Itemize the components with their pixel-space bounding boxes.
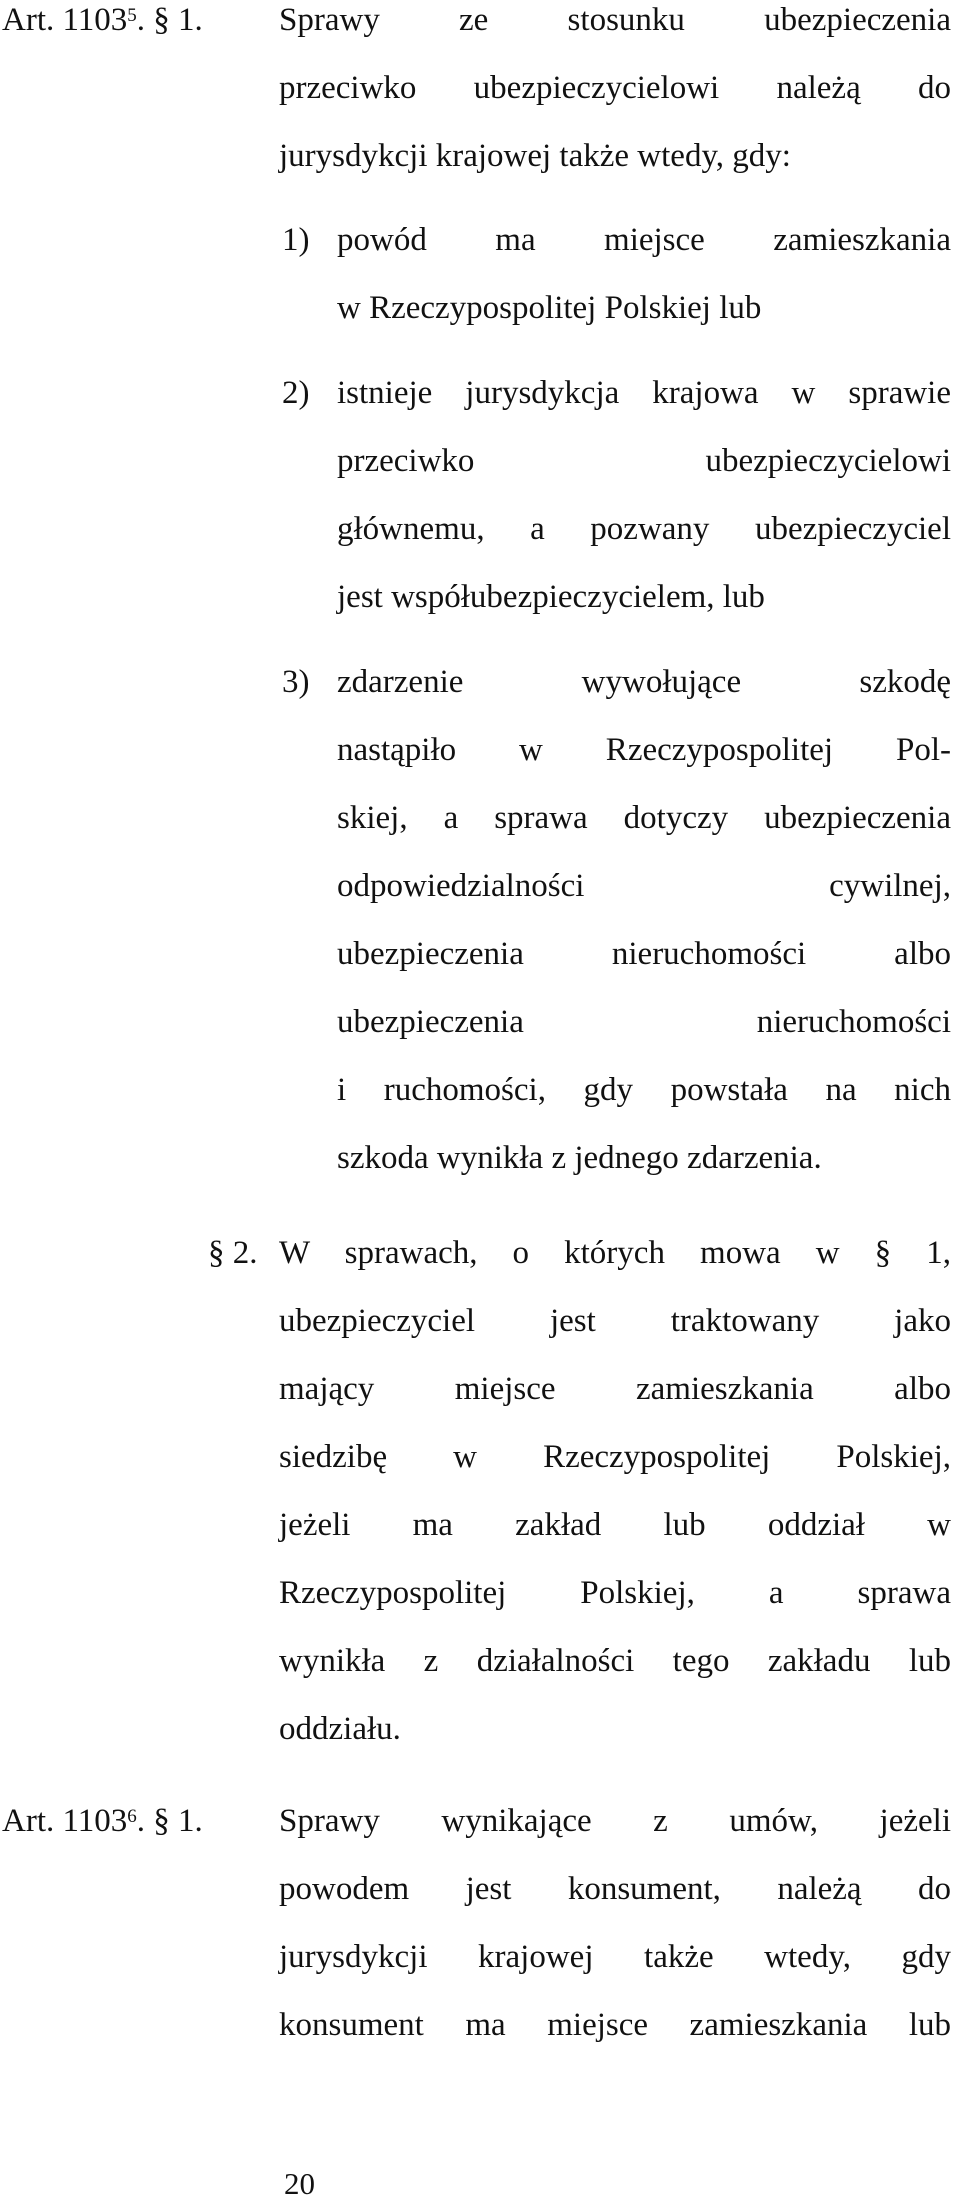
text-line: ubezpieczyciel jest traktowany jako xyxy=(279,1303,951,1339)
item-1-text xyxy=(337,206,951,342)
text-line: konsument ma miejsce zamieszkania lub xyxy=(279,2007,951,2043)
text-line: jeżeli ma zakład lub oddział w xyxy=(279,1507,951,1543)
text-line: w Rzeczypospolitej Polskiej lub xyxy=(337,290,762,326)
text-line: przeciwko ubezpieczycielowi xyxy=(337,443,951,479)
text-line: zdarzenie wywołujące szkodę xyxy=(337,664,951,700)
text-line: Sprawy wynikające z umów, jeżeli xyxy=(279,1803,951,1839)
text-line: szkoda wynikła z jednego zdarzenia. xyxy=(337,1140,822,1176)
text-line: skiej, a sprawa dotyczy ubezpieczenia xyxy=(337,800,951,836)
article-1103-5-text xyxy=(279,0,951,190)
article-1103-6-label: Art. 1103$^6$. § 1. xyxy=(2,1803,203,1839)
section-2-label: § 2. xyxy=(208,1235,258,1271)
item-3-text xyxy=(337,648,951,1192)
text-line: W sprawach, o których mowa w § 1, xyxy=(279,1235,951,1271)
text-line: przeciwko ubezpieczycielowi należą do xyxy=(279,70,951,106)
article-1103-5-label: Art. 1103$^5$. § 1. xyxy=(2,2,203,38)
text-line: Sprawy ze stosunku ubezpieczenia xyxy=(279,2,951,38)
text-line: mający miejsce zamieszkania albo xyxy=(279,1371,951,1407)
article-1103-6-text xyxy=(279,1787,951,2059)
text-line: powodem jest konsument, należą do xyxy=(279,1871,951,1907)
page-number: 20 xyxy=(284,2166,315,2201)
text-line: jurysdykcji krajowej także wtedy, gdy: xyxy=(279,138,791,174)
text-line: Rzeczypospolitej Polskiej, a sprawa xyxy=(279,1575,951,1611)
section-2-text xyxy=(279,1219,951,1763)
item-number: 2) xyxy=(282,375,310,411)
text-line: ubezpieczenia nieruchomości albo xyxy=(337,936,951,972)
text-line: siedzibę w Rzeczypospolitej Polskiej, xyxy=(279,1439,951,1475)
text-line: jest współubezpieczycielem, lub xyxy=(337,579,765,615)
item-number: 1) xyxy=(282,222,310,258)
text-line: istnieje jurysdykcja krajowa w sprawie xyxy=(337,375,951,411)
text-line: powód ma miejsce zamieszkania xyxy=(337,222,951,258)
text-line: oddziału. xyxy=(279,1711,401,1747)
text-line: i ruchomości, gdy powstała na nich xyxy=(337,1072,951,1108)
text-line: odpowiedzialności cywilnej, xyxy=(337,868,951,904)
item-number: 3) xyxy=(282,664,310,700)
text-line: wynikła z działalności tego zakładu lub xyxy=(279,1643,951,1679)
text-line: jurysdykcji krajowej także wtedy, gdy xyxy=(279,1939,951,1975)
item-2-text xyxy=(337,359,951,631)
text-line: nastąpiło w Rzeczypospolitej Pol- xyxy=(337,732,951,768)
text-line: głównemu, a pozwany ubezpieczyciel xyxy=(337,511,951,547)
text-line: ubezpieczenia nieruchomości xyxy=(337,1004,951,1040)
